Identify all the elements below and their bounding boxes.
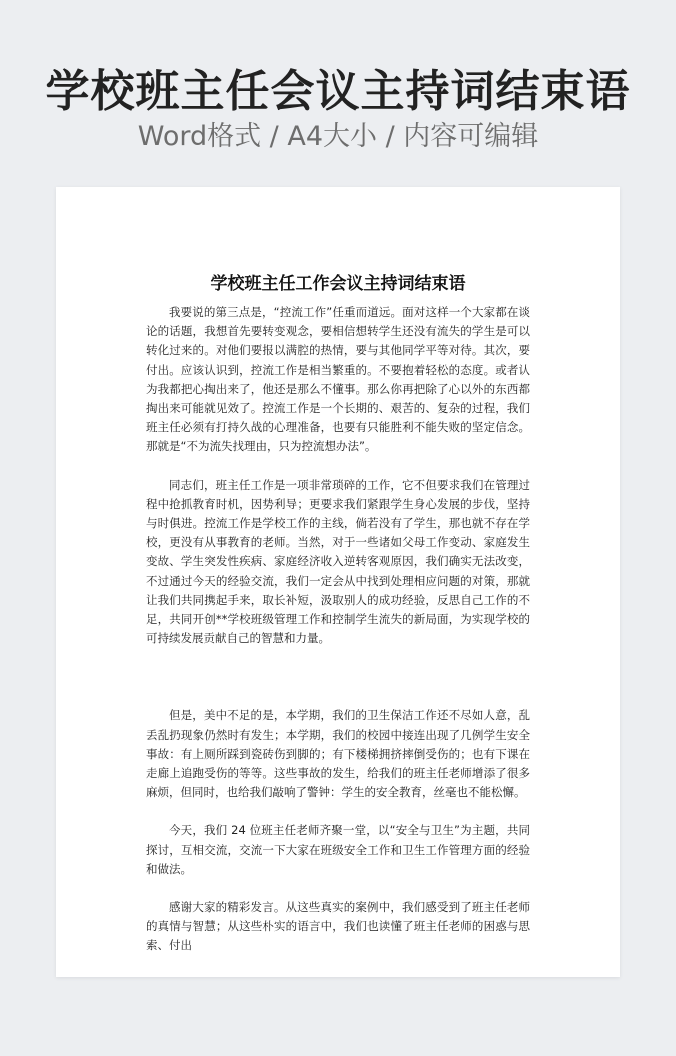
paragraph: 感谢大家的精彩发言。从这些真实的案例中，我们感受到了班主任老师的真情与智慧；从这些朴实的语言中，我们也读懂了班主任老师的困惑与思索、付出 [146, 900, 530, 953]
document-page [56, 187, 620, 977]
page-subtitle: Word格式 / A4大小 / 内容可编辑 [137, 121, 539, 152]
document-body [146, 303, 530, 956]
page-title: 学校班主任会议主持词结束语 [45, 66, 631, 117]
paragraph: 同志们，班主任工作是一项非常琐碎的工作，它不但要求我们在管理过程中抢抓教育时机，因势利导；更要求我们紧跟学生身心发展的步伐，坚持与时俱进。控流工作是学校工作的主线，倘若没有了学生，那也就不存在学校，更没有从事教育的老师。当然，对于一些诸如父母工作变动、家庭发生变故、学生突发性疾病、家庭经济收入逆转客观原因，我们确实无法改变，不过通过今天的经验交流，我们一定会从中找到处理相应问题的对策，那就让我们共同携起手来，取长补短，汲取别人的成功经验，反思自己工作的不足，共同开创**学校班级管理工作和控制学生流失的新局面，为实现学校的可持续发展贡献自己的智慧和力量。 [146, 477, 530, 646]
paragraph: 我要说的第三点是，“控流工作”任重而道远。面对这样一个大家都在谈论的话题，我想首先要转变观念，要相信想转学生还没有流失的学生是可以转化过来的。对他们要报以满腔的热情，要与其他同学平等对待。其次，要付出。应该认识到，控流工作是相当繁重的。不要抱着轻松的态度。或者认为我都把心掏出来了，他还是那么不懂事。那么你再把除了心以外的东西都掏出来可能就见效了。控流工作是一个长期的、艰苦的、复杂的过程，我们班主任必须有打持久战的心理准备，也要有只能胜利不能失败的坚定信念。那就是“不为流失找理由，只为控流想办法”。 [146, 305, 530, 454]
document-title: 学校班主任工作会议主持词结束语 [210, 274, 466, 294]
header-banner [0, 0, 676, 180]
paragraph: 今天，我们 24 位班主任老师齐聚一堂，以“安全与卫生”为主题，共同探讨，互相交流，交流一下大家在班级安全工作和卫生工作管理方面的经验和做法。 [146, 823, 530, 876]
paragraph: 但是，美中不足的是，本学期，我们的卫生保洁工作还不尽如人意，乱丢乱扔现象仍然时有发生；本学期，我们的校园中接连出现了几例学生安全事故：有上厕所踩到瓷砖伤到脚的；有下楼梯拥挤摔倒受伤的；也有下课在走廊上追跑受伤的等等。这些事故的发生，给我们的班主任老师增添了很多麻烦，但同时，也给我们敲响了警钟：学生的安全教育，丝毫也不能松懈。 [146, 708, 530, 800]
